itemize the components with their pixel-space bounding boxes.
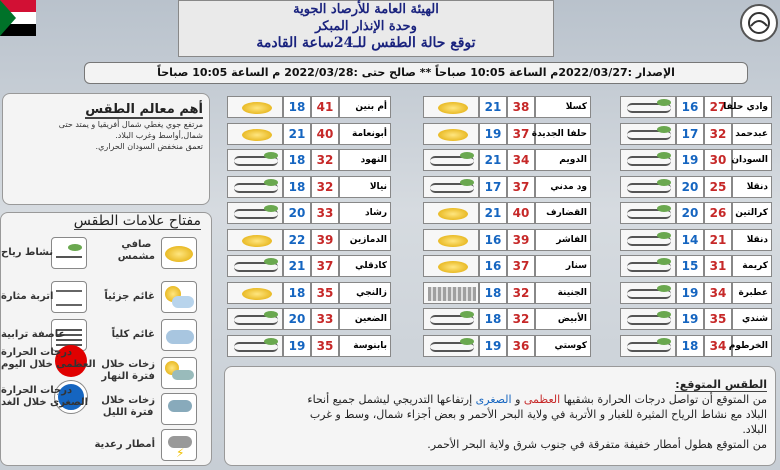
station-name: دنقلا [732,176,772,198]
station-name: سنار [535,255,591,277]
weather-cell [423,282,479,304]
weather-cell [227,176,283,198]
min-temp: 20 [283,308,311,330]
forecast-title: توقع حالة الطقس للـ24ساعة القادمة [256,35,476,51]
raised-dust-icon [51,281,87,313]
sun-icon [161,237,197,269]
key-label: درجات الحرارة الصغرى خلال الغد [1,385,89,408]
weather-cell [620,202,676,224]
leaf-icon [657,179,671,186]
min-temp: 21 [283,255,311,277]
max-temp: 38 [507,96,535,118]
min-temp: 18 [479,282,507,304]
thunderstorm-icon: ⚡ [161,429,197,461]
leaf-icon [657,126,671,133]
weather-cell [227,123,283,145]
max-temp: 31 [704,255,732,277]
min-temp: 18 [283,176,311,198]
station-name: حلفا الجديدة [535,123,591,145]
station-row [227,149,391,171]
station-row [227,123,391,145]
key-label: غائم جزئياً [104,291,155,302]
forecast-text: البلاد مع نشاط الرياح المثيرة للغبار و الأتربة في ولاية البحر الأحمر و بعض أجزاء شمال، وسط و غرب [309,408,767,421]
key-label: زخات خلال فترة الليل [101,395,155,418]
key-label: أمطار رعدية [94,439,155,450]
weather-cell [423,335,479,357]
max-temp: 35 [704,308,732,330]
min-temp: 19 [676,149,704,171]
max-temp: 39 [311,229,339,251]
max-temp: 40 [311,123,339,145]
max-temp: 37 [507,255,535,277]
expected-weather-panel [224,366,776,466]
station-row [227,176,391,198]
key-label: غائم كلياً [111,329,155,340]
key-label: نشاط رياح [1,247,54,258]
leaf-icon [657,152,671,159]
station-name: كسلا [535,96,591,118]
station-name: الدويم [535,149,591,171]
station-name: القضارف [535,202,591,224]
weather-cell [227,335,283,357]
station-name: وادي حلفا [732,96,772,118]
min-temp: 20 [676,202,704,224]
feature-line: شمال,أواسط وغرب البلاد. [115,131,203,140]
max-temp: 37 [507,123,535,145]
station-name: رشاد [339,202,391,224]
day-showers-icon [161,357,197,389]
key-label: اتربة مثارة [1,291,54,302]
weather-cell [620,149,676,171]
min-temp: 21 [283,123,311,145]
station-row [423,335,591,357]
weather-cell [227,282,283,304]
max-temp: 27 [704,96,732,118]
station-row [620,176,772,198]
station-row [620,335,772,357]
station-name: كريمة [732,255,772,277]
max-temp: 35 [311,335,339,357]
min-temp: 16 [479,255,507,277]
station-name: دنقلا [732,229,772,251]
min-temp: 16 [676,96,704,118]
station-name: كرالتين [732,202,772,224]
weather-cell [620,308,676,330]
forecast-text: من المتوقع هطول أمطار خفيفة متفرقة في جنوب شرق ولاية البحر الأحمر. [427,438,767,451]
key-label: صافي مشمس [117,239,155,262]
min-temp: 21 [479,202,507,224]
leaf-icon [264,258,278,265]
key-label: زخات خلال فترة النهار [101,359,155,382]
weather-cell [227,229,283,251]
leaf-icon [264,205,278,212]
weather-cell [227,202,283,224]
station-row [423,202,591,224]
station-row [423,176,591,198]
night-showers-icon [161,393,197,425]
max-temp: 32 [311,149,339,171]
station-name: الأبيض [535,308,591,330]
leaf-icon [460,152,474,159]
leaf-icon [264,338,278,345]
station-name: الدمازين [339,229,391,251]
max-temp: 33 [311,202,339,224]
station-row [620,202,772,224]
key-label: عاصفة ترابية [1,329,66,340]
weather-cell [620,123,676,145]
weather-cell [620,255,676,277]
issue-validity-bar: الإصدار :2022/03/27م الساعة 10:05 صباحاً ** صالح حتى :2022/03/28 م الساعة 10:05 صباحاً [84,62,748,84]
weather-cell [423,176,479,198]
station-name: الضعين [339,308,391,330]
features-title: أهم معالم الطقس [85,102,203,117]
min-temp: 18 [283,149,311,171]
min-temp: 20 [676,176,704,198]
min-temp: 16 [479,229,507,251]
key-label: درجات الحرارة العظمى خلال اليوم [1,347,96,370]
leaf-icon [657,232,671,239]
forecast-text: البلاد. [742,423,767,436]
max-temp: 32 [704,123,732,145]
leaf-icon [657,99,671,106]
station-name: ود مدني [535,176,591,198]
weather-cell [227,308,283,330]
min-temp: 19 [676,308,704,330]
min-temp: 19 [283,335,311,357]
station-row [620,149,772,171]
min-temp: 18 [676,335,704,357]
weather-cell [423,202,479,224]
max-temp: 39 [507,229,535,251]
station-row [423,308,591,330]
station-row [620,123,772,145]
min-temp: 19 [676,282,704,304]
weather-features-panel [2,93,210,205]
weather-cell [227,96,283,118]
station-row [227,255,391,277]
station-name: كادقلي [339,255,391,277]
station-row [227,335,391,357]
sun-icon [242,288,272,300]
weather-cell [620,282,676,304]
sun-icon [438,102,468,114]
partly-cloudy-icon [161,281,197,313]
weather-cell [227,255,283,277]
station-row [620,255,772,277]
max-temp: 40 [507,202,535,224]
station-name: كوستي [535,335,591,357]
max-temp: 34 [704,282,732,304]
station-name: الجنينة [535,282,591,304]
station-name: نيالا [339,176,391,198]
weather-cell [423,123,479,145]
max-temp: 37 [507,176,535,198]
weather-cell [620,335,676,357]
min-temp: 14 [676,229,704,251]
station-row [620,282,772,304]
weather-key-panel [0,212,212,466]
min-temp: 17 [479,176,507,198]
leaf-icon [657,285,671,292]
station-name: بابنوسة [339,335,391,357]
meteo-logo [740,4,778,42]
max-temp: 25 [704,176,732,198]
weather-cell [620,176,676,198]
leaf-icon [657,338,671,345]
station-row [423,96,591,118]
unit-title: وحدة الإنذار المبكر [315,19,417,34]
station-name: زالنجي [339,282,391,304]
max-temp: 41 [311,96,339,118]
station-row [423,255,591,277]
leaf-icon [460,179,474,186]
min-temp: 18 [283,96,311,118]
station-name: الفاشر [535,229,591,251]
max-temp: 36 [507,335,535,357]
wind-icon [51,237,87,269]
min-temp: 17 [676,123,704,145]
station-name: شندي [732,308,772,330]
station-name: الخرطوم [732,335,772,357]
forecast-heading: الطقس المتوقع: [675,378,767,391]
feature-line: تعمق منخفض السودان الحراري. [95,142,203,151]
station-name: عطبرة [732,282,772,304]
feature-line: مرتفع جوي يغطي شمال أفريقيا و يمتد حتى [58,120,203,129]
max-temp: 33 [311,308,339,330]
weather-cell [423,255,479,277]
sun-icon [242,235,272,247]
sun-icon [438,261,468,273]
weather-cell [620,96,676,118]
weather-cell [620,229,676,251]
dust-icon [428,287,476,301]
max-temp: 37 [311,255,339,277]
min-temp: 18 [283,282,311,304]
weather-cell [227,149,283,171]
station-name: أم بنين [339,96,391,118]
min-temp: 21 [479,149,507,171]
sun-icon [242,102,272,114]
station-row [423,123,591,145]
min-temp: 22 [283,229,311,251]
weather-cell [423,308,479,330]
max-temp: 21 [704,229,732,251]
station-row [227,96,391,118]
leaf-icon [657,205,671,212]
weather-cell [423,149,479,171]
max-temp: 34 [507,149,535,171]
station-name: أبونعامة [339,123,391,145]
leaf-icon [264,179,278,186]
station-row [227,308,391,330]
max-temp: 35 [311,282,339,304]
max-temp: 32 [507,308,535,330]
station-row [227,282,391,304]
station-row [423,282,591,304]
forecast-text: من المتوقع أن تواصل درجات الحرارة بشقيها العظمى و الصغرى إرتفاعها التدريجي ليشمل جميع أنحاء [307,393,767,406]
leaf-icon [657,311,671,318]
sun-icon [438,235,468,247]
station-row [227,202,391,224]
sun-icon [242,129,272,141]
station-row [620,308,772,330]
leaf-icon [460,311,474,318]
max-temp: 34 [704,335,732,357]
leaf-icon [460,338,474,345]
cloudy-icon [161,319,197,351]
min-temp: 15 [676,255,704,277]
max-temp: 32 [507,282,535,304]
station-name: عبدحمد [732,123,772,145]
max-temp: 30 [704,149,732,171]
leaf-icon [264,311,278,318]
sudan-flag [0,0,36,36]
station-row [620,96,772,118]
station-row [227,229,391,251]
weather-cell [423,96,479,118]
leaf-icon [264,152,278,159]
station-row [423,149,591,171]
min-temp: 20 [283,202,311,224]
weather-cell [423,229,479,251]
station-name: النهود [339,149,391,171]
station-row [423,229,591,251]
min-temp: 19 [479,335,507,357]
leaf-icon [657,258,671,265]
max-temp: 26 [704,202,732,224]
min-temp: 18 [479,308,507,330]
min-temp: 19 [479,123,507,145]
station-name: السودان [732,149,772,171]
min-temp: 21 [479,96,507,118]
station-row [620,229,772,251]
sun-icon [438,208,468,220]
sun-icon [438,129,468,141]
org-title: الهيئة العامة للأرصاد الجوية [293,2,439,17]
max-temp: 32 [311,176,339,198]
page-header [178,0,554,57]
key-title: مفتاح علامات الطقس [73,213,201,229]
